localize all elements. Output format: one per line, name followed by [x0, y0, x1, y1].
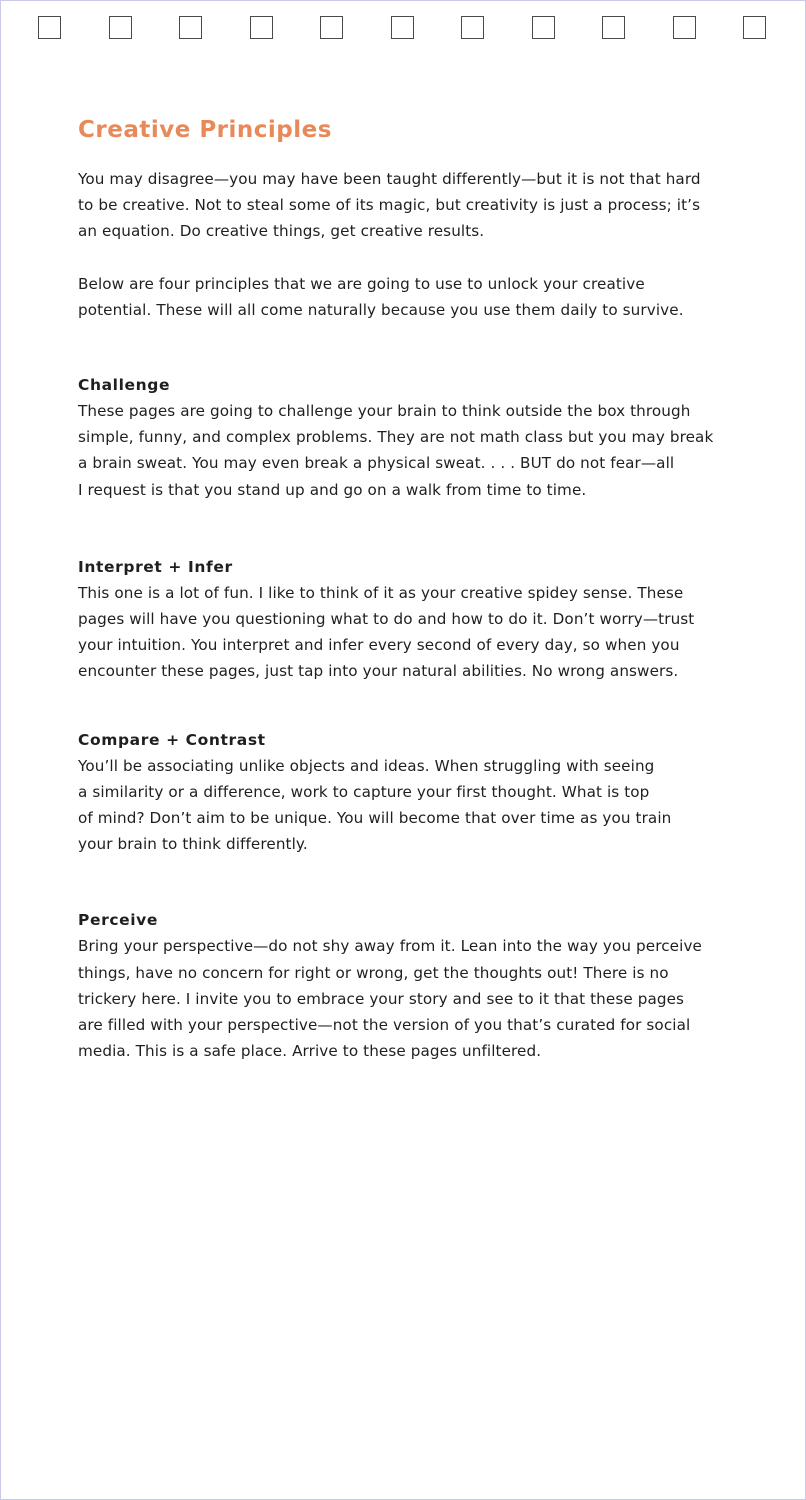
binding-hole	[743, 16, 766, 39]
text-line: potential. These will all come naturally because you use them daily to survive.	[78, 300, 684, 319]
text-line: your brain to think differently.	[78, 835, 308, 854]
binding-hole	[320, 16, 343, 39]
binding-hole	[250, 16, 273, 39]
text-line: Bring your perspective—do not shy away from it. Lean into the way you perceive	[78, 937, 702, 956]
binding-hole	[602, 16, 625, 39]
text-line: I request is that you stand up and go on a walk from time to time.	[78, 480, 587, 499]
text-line: You’ll be associating unlike objects and ideas. When struggling with seeing	[78, 756, 655, 775]
section-heading-challenge: Challenge	[78, 376, 171, 395]
binding-hole	[391, 16, 414, 39]
binding-hole	[109, 16, 132, 39]
text-line: a similarity or a difference, work to capture your first thought. What is top	[78, 782, 650, 801]
text-line: an equation. Do creative things, get creative results.	[78, 222, 485, 241]
section-body-perceive	[78, 933, 728, 1064]
text-line: your intuition. You interpret and infer every second of every day, so when you	[78, 636, 680, 655]
text-line: pages will have you questioning what to do and how to do it. Don’t worry—trust	[78, 610, 695, 629]
text-line: media. This is a safe place. Arrive to these pages unfiltered.	[78, 1042, 542, 1061]
binding-hole	[461, 16, 484, 39]
section-heading-compare-contrast: Compare + Contrast	[78, 730, 266, 749]
section-heading-perceive: Perceive	[78, 911, 158, 930]
binding-hole	[179, 16, 202, 39]
binding-hole	[532, 16, 555, 39]
text-line: a brain sweat. You may even break a physical sweat. . . . BUT do not fear—all	[78, 454, 675, 473]
text-line: This one is a lot of fun. I like to think of it as your creative spidey sense. These	[78, 583, 684, 602]
text-line: These pages are going to challenge your brain to think outside the box through	[78, 402, 691, 421]
spiral-binding-holes	[38, 16, 768, 40]
text-line: Below are four principles that we are going to use to unlock your creative	[78, 274, 645, 293]
section-body-challenge	[78, 398, 728, 503]
intro-paragraph-1	[78, 166, 728, 245]
intro-paragraph-2	[78, 271, 728, 323]
page-title: Creative Principles	[78, 117, 332, 143]
text-line: trickery here. I invite you to embrace your story and see to it that these pages	[78, 989, 685, 1008]
section-heading-interpret-infer: Interpret + Infer	[78, 557, 233, 576]
text-line: to be creative. Not to steal some of its magic, but creativity is just a process; it’s	[78, 196, 701, 215]
binding-hole	[38, 16, 61, 39]
text-line: are filled with your perspective—not the version of you that’s curated for social	[78, 1016, 691, 1035]
text-line: You may disagree—you may have been taught differently—but it is not that hard	[78, 170, 701, 188]
text-line: of mind? Don’t aim to be unique. You will become that over time as you train	[78, 809, 672, 828]
text-line: encounter these pages, just tap into your natural abilities. No wrong answers.	[78, 662, 679, 681]
text-line: simple, funny, and complex problems. They are not math class but you may break	[78, 428, 714, 447]
section-body-compare-contrast	[78, 753, 728, 858]
page-content	[78, 110, 728, 1064]
text-line: things, have no concern for right or wrong, get the thoughts out! There is no	[78, 963, 669, 982]
binding-hole	[673, 16, 696, 39]
section-body-interpret-infer	[78, 580, 728, 685]
